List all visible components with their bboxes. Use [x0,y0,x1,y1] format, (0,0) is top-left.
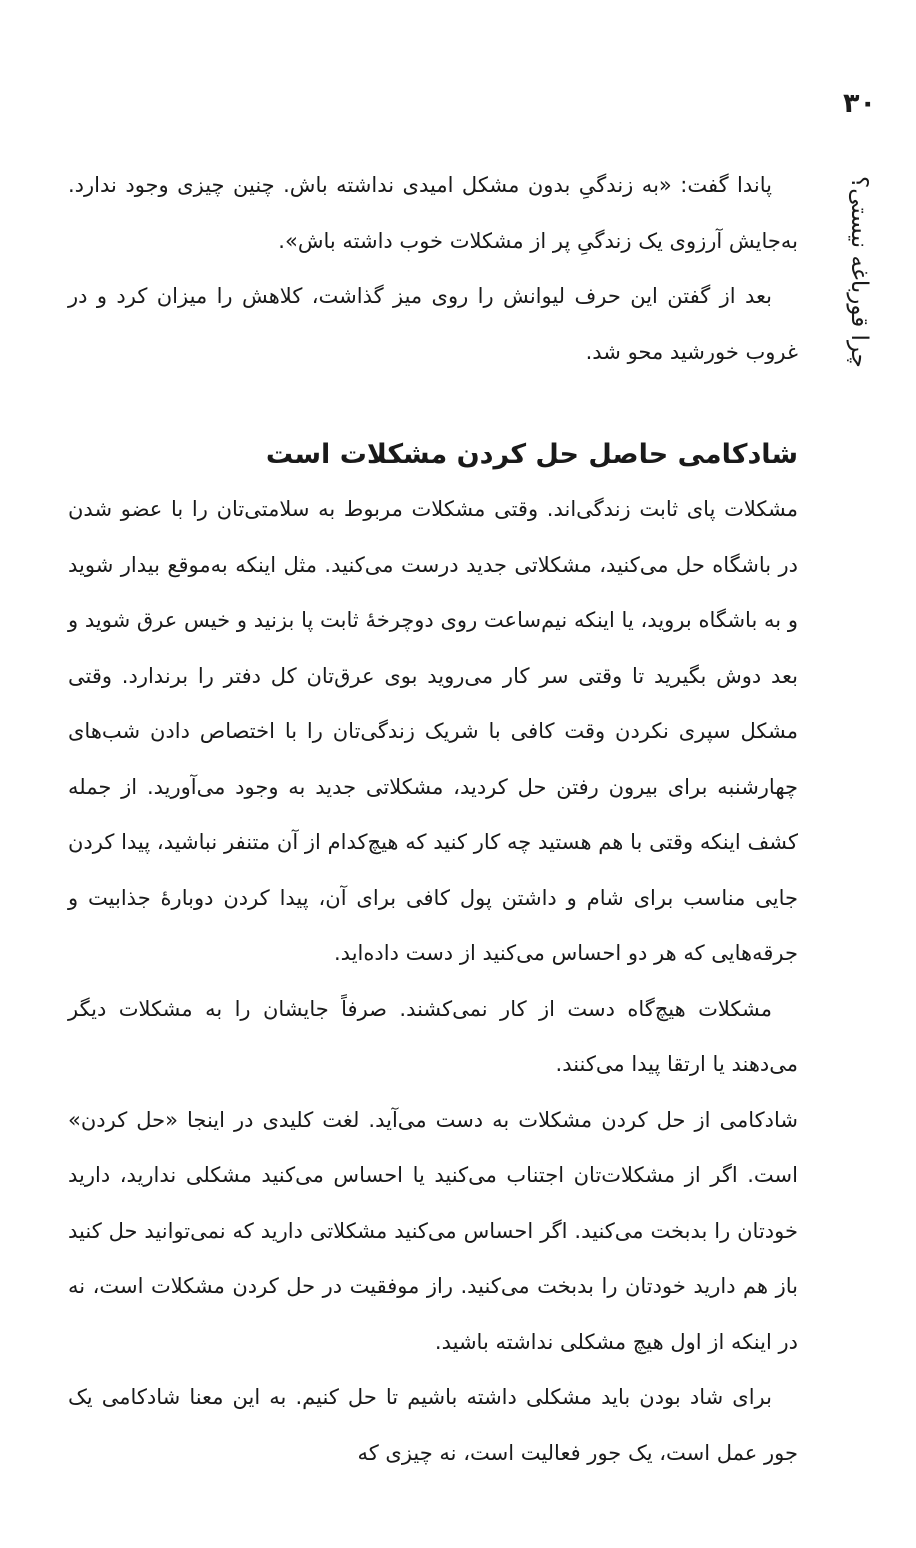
paragraph: مشکلات هیچ‌گاه دست از کار نمی‌کشند. صرفاً جایشان را به مشکلات دیگر می‌دهند یا ارتقا پیدا می‌کنند. [68,996,798,1076]
section-heading: شادکامی حاصل حل کردن مشکلات است [265,439,798,470]
paragraph: مشکلات پای ثابت زندگی‌اند. وقتی مشکلات مربوط به سلامتی‌تان را با عضو شدن در باشگاه حل می‌کنید، مشکلاتی جدید درست می‌کنید. مثل اینکه به‌موقع بیدار شوید و به باشگاه بروید، یا اینکه نیم‌ساعت روی دوچرخهٔ ثابت پا بزنید و خیس عرق شوید و بعد دوش بگیرید تا وقتی سر کار می‌روید بوی عرق‌تان کل دفتر را برندارد. وقتی مشکل سپری نکردن وقت کافی با شریک زندگی‌تان را با اختصاص دادن شب‌های چهارشنبه برای بیرون رفتن حل کردید، مشکلاتی جدید به وجود می‌آورید. از جمله کشف اینکه وقتی با هم هستید چه کار کنید که هیچ‌کدام از آن متنفر نباشید، پیدا کردن جایی مناسب برای شام و داشتن پول کافی برای آن، پیدا کردن دوبارهٔ جذابیت و جرقه‌هایی که هر دو احساس می‌کنید از دست داده‌اید. [68,497,798,965]
paragraph: بعد از گفتن این حرف لیوانش را روی میز گذاشت، کلاهش را میزان کرد و در غروب خورشید محو شد. [68,284,798,364]
paragraph-quote: پاندا گفت: «به زندگیِ بدون مشکل امیدی نداشته باش. چنین چیزی وجود ندارد. به‌جایش آرزوی یک زندگیِ پر از مشکلات خوب داشته باش». [68,173,798,253]
paragraph: شادکامی از حل کردن مشکلات به دست می‌آید. لغت کلیدی در اینجا «حل کردن» است. اگر از مشکلات‌تان اجتناب می‌کنید یا احساس می‌کنید مشکلی ندارید، دارید خودتان را بدبخت می‌کنید. اگر احساس می‌کنید مشکلاتی دارید که نمی‌توانید حل کنید باز هم دارید خودتان را بدبخت می‌کنید. راز موفقیت در حل کردن مشکلات است، نه در اینکه از اول هیچ مشکلی نداشته باشید. [68,1107,798,1354]
paragraph: برای شاد بودن باید مشکلی داشته باشیم تا حل کنیم. به این معنا شادکامی یک جور عمل است، یک جور فعالیت است، نه چیزی که [68,1385,798,1465]
running-head: چرا قورباغه نیستی؟ [846,176,872,368]
page-number: ۳۰ [843,88,876,119]
text-body [68,158,798,1481]
